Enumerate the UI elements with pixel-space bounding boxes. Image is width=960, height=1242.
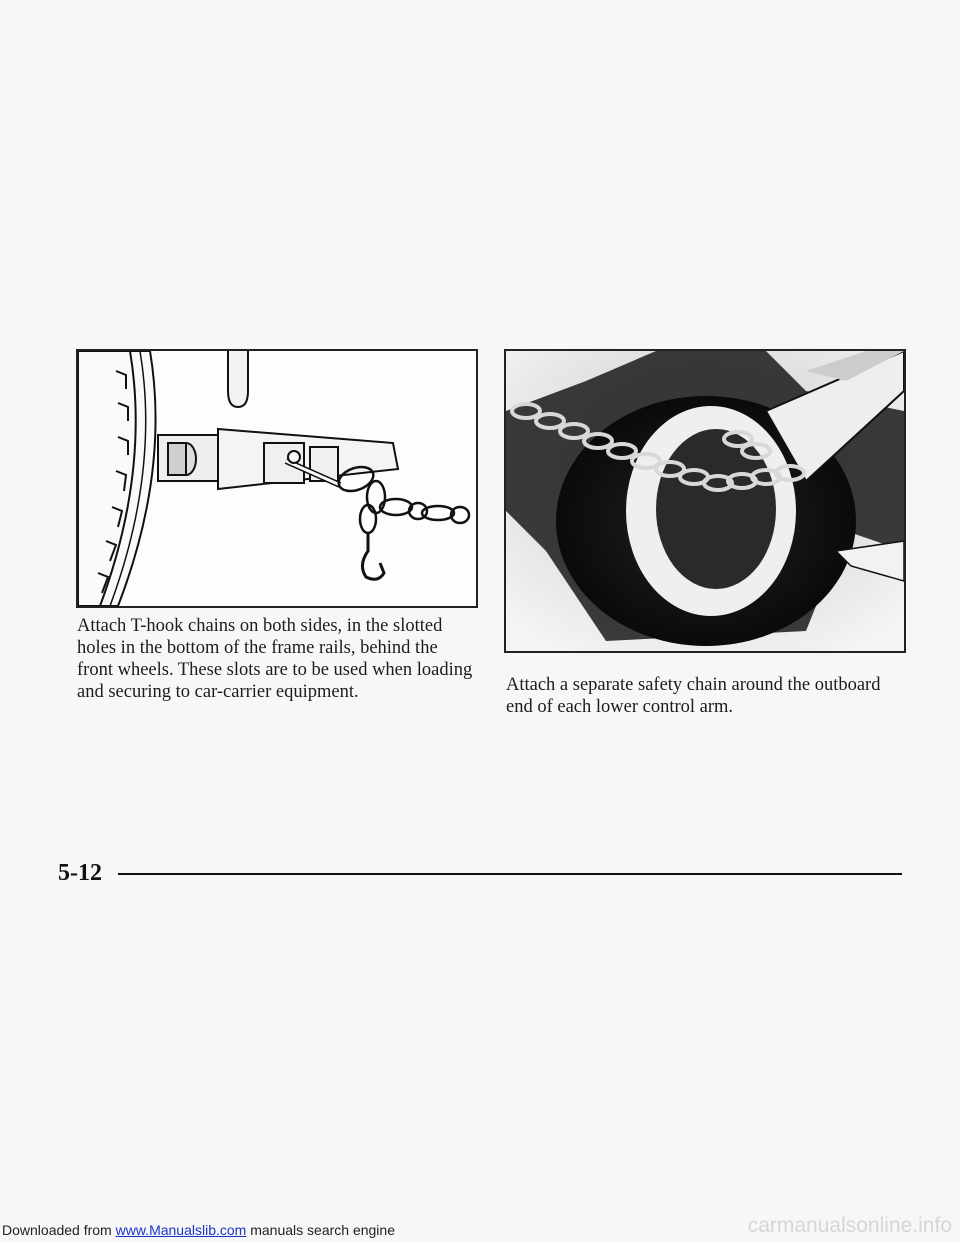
page-number: 5-12 — [58, 860, 102, 886]
t-hook-chain-drawing — [78, 351, 476, 606]
right-caption: Attach a separate safety chain around the outboard end of each lower control arm. — [506, 675, 881, 717]
left-caption: Attach T-hook chains on both sides, in the slotted holes in the bottom of the frame rails, behind the front wheels. These slots are to be used when loading and securing to car-carrier equipment. — [77, 616, 473, 702]
watermark: carmanualsonline.info — [747, 1214, 952, 1237]
safety-chain-image — [506, 351, 904, 651]
footer-rule — [118, 873, 902, 875]
footer-prefix: Downloaded from — [2, 1222, 116, 1238]
footer-suffix: manuals search engine — [246, 1222, 395, 1238]
safety-chain-photo — [504, 349, 906, 653]
t-hook-chain-illustration — [76, 349, 478, 608]
download-footer — [0, 1222, 395, 1238]
manualslib-link[interactable]: www.Manualslib.com — [115, 1222, 247, 1238]
